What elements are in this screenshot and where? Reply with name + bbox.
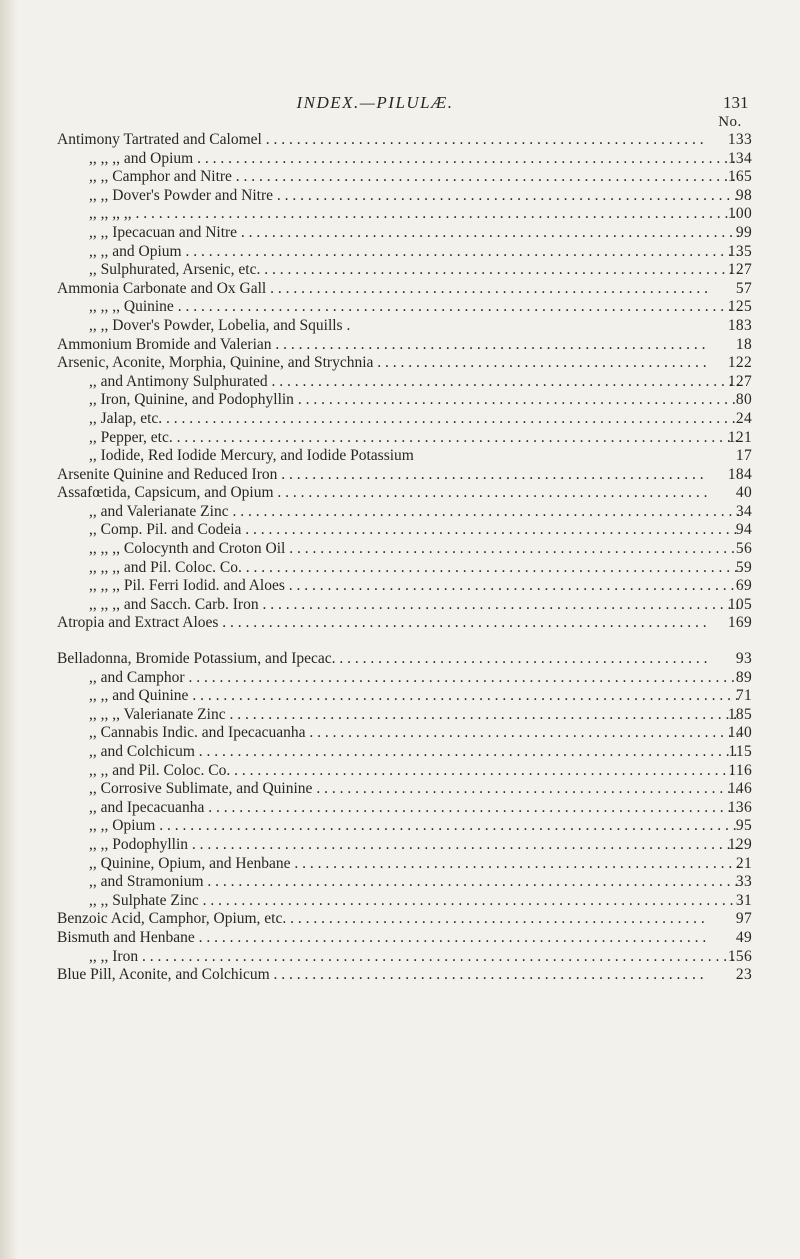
index-entry — [0, 205, 800, 224]
entry-text-wrap — [57, 669, 739, 688]
entry-text: ,, ,, and Quinine . . . — [89, 687, 739, 704]
entry-text: Belladonna, Bromide Potassium, and Ipecac. . . . — [57, 650, 707, 667]
entry-text: ,, Pepper, etc. . . . — [89, 429, 739, 446]
index-entry — [0, 706, 800, 725]
index-entry — [0, 687, 800, 706]
entry-number: 125 — [727, 298, 752, 316]
index-entry — [0, 336, 800, 355]
index-entry — [0, 780, 800, 799]
index-entry — [0, 948, 800, 967]
entry-number: 56 — [735, 540, 752, 558]
entry-number: 134 — [727, 149, 752, 167]
index-entry — [0, 280, 800, 299]
entry-number: 21 — [735, 854, 752, 872]
entry-text-wrap — [57, 540, 739, 559]
entry-text-wrap — [57, 466, 707, 485]
entry-text-wrap — [57, 317, 739, 336]
entry-number: 94 — [735, 521, 752, 539]
entry-number: 59 — [735, 558, 752, 576]
entry-text: ,, ,, Opium . . . — [89, 817, 739, 834]
index-entry — [0, 447, 800, 466]
entry-text-wrap — [57, 559, 739, 578]
entry-text-wrap — [57, 706, 739, 725]
entry-text-wrap — [57, 948, 739, 967]
entry-number: 18 — [735, 335, 752, 353]
entry-text-wrap — [57, 298, 739, 317]
entry-number: 23 — [735, 966, 752, 984]
entry-text-wrap — [57, 817, 739, 836]
entry-text: Arsenite Quinine and Reduced Iron . . . — [57, 466, 707, 483]
index-entry — [0, 429, 800, 448]
entry-text-wrap — [57, 503, 739, 522]
entry-text: ,, Sulphurated, Arsenic, etc. . . . — [89, 261, 739, 278]
entry-text-wrap — [57, 596, 739, 615]
index-section-a — [0, 131, 800, 633]
entry-text-wrap — [57, 929, 707, 948]
entry-number: 69 — [735, 577, 752, 595]
entry-text: Bismuth and Henbane . . . — [57, 929, 707, 946]
entry-number: 57 — [735, 279, 752, 297]
entry-text-wrap — [57, 892, 739, 911]
entry-text-wrap — [57, 966, 707, 985]
entry-text: Arsenic, Aconite, Morphia, Quinine, and Strychnia . . . — [57, 354, 707, 371]
entry-number: 116 — [728, 761, 752, 779]
entry-text-wrap — [57, 614, 707, 633]
index-entry — [0, 743, 800, 762]
index-entry — [0, 596, 800, 615]
index-entry — [0, 540, 800, 559]
index-entry — [0, 224, 800, 243]
entry-text-wrap — [57, 168, 739, 187]
index-entry — [0, 724, 800, 743]
entry-text: ,, Cannabis Indic. and Ipecacuanha . . . — [89, 724, 739, 741]
entry-number: 129 — [727, 835, 752, 853]
index-entry — [0, 855, 800, 874]
entry-number: 115 — [728, 742, 752, 760]
entry-text: ,, ,, ,, and Sacch. Carb. Iron . . . — [89, 596, 739, 613]
index-entry — [0, 484, 800, 503]
entry-number: 31 — [735, 891, 752, 909]
entry-text-wrap — [57, 150, 739, 169]
entry-number: 95 — [735, 817, 752, 835]
running-head — [0, 93, 800, 119]
entry-text-wrap — [57, 855, 739, 874]
entry-number: 33 — [735, 873, 752, 891]
entry-number: 99 — [735, 223, 752, 241]
entry-number: 185 — [727, 705, 752, 723]
entry-text: ,, and Valerianate Zinc . . . — [89, 503, 739, 520]
entry-text-wrap — [57, 410, 739, 429]
entry-text: ,, ,, ,, and Pil. Coloc. Co. . . . — [89, 559, 739, 576]
index-entry — [0, 929, 800, 948]
running-title: INDEX.—PILULÆ. — [296, 93, 454, 112]
entry-text: ,, Quinine, Opium, and Henbane . . . — [89, 855, 739, 872]
entry-text: ,, ,, Dover's Powder, Lobelia, and Squills . — [89, 316, 351, 334]
entry-text-wrap — [57, 724, 739, 743]
entry-text-wrap — [57, 205, 739, 224]
entry-text: ,, ,, Dover's Powder and Nitre . . . — [89, 187, 739, 204]
entry-text: ,, ,, ,, and Opium . . . — [89, 150, 739, 167]
index-entry — [0, 243, 800, 262]
entry-text-wrap — [57, 224, 739, 243]
entry-text: ,, ,, Sulphate Zinc . . . — [89, 892, 739, 909]
entry-text: ,, ,, ,, ,, . . . — [89, 205, 739, 222]
entry-text-wrap — [57, 187, 739, 206]
number-column-header: No. — [718, 114, 742, 130]
entry-text: Assafœtida, Capsicum, and Opium . . . — [57, 484, 707, 501]
entry-text: ,, ,, Camphor and Nitre . . . — [89, 168, 739, 185]
entry-number: 184 — [727, 465, 752, 483]
entry-text-wrap — [57, 484, 707, 503]
entry-number: 146 — [727, 780, 752, 798]
entry-number: 49 — [735, 928, 752, 946]
entry-number: 156 — [727, 947, 752, 965]
index-entry — [0, 354, 800, 373]
entry-text: ,, ,, and Opium . . . — [89, 243, 739, 260]
entry-text-wrap — [57, 687, 739, 706]
index-entry — [0, 503, 800, 522]
entry-number: 93 — [735, 650, 752, 667]
index-section-b — [0, 650, 800, 985]
entry-text-wrap — [57, 873, 739, 892]
entry-number: 127 — [727, 372, 752, 390]
index-entry — [0, 261, 800, 280]
entry-text: ,, and Stramonium . . . — [89, 873, 739, 890]
entry-number: 105 — [727, 595, 752, 613]
index-entry — [0, 669, 800, 688]
entry-text: ,, ,, ,, Quinine . . . — [89, 298, 739, 315]
entry-text-wrap — [57, 521, 739, 540]
index-entry — [0, 817, 800, 836]
entry-text-wrap — [57, 429, 739, 448]
index-entry — [0, 317, 800, 336]
entry-text-wrap — [57, 577, 739, 596]
entry-text-wrap — [57, 243, 739, 262]
entry-text: ,, Jalap, etc. . . . — [89, 410, 739, 427]
entry-text: ,, ,, Ipecacuan and Nitre . . . — [89, 224, 739, 241]
index-entry — [0, 892, 800, 911]
entry-number: 34 — [735, 502, 752, 520]
entry-number: 133 — [727, 131, 752, 148]
entry-text: ,, Iron, Quinine, and Podophyllin . . . — [89, 391, 739, 408]
entry-text-wrap — [57, 836, 739, 855]
index-entry — [0, 150, 800, 169]
entry-number: 24 — [735, 409, 752, 427]
entry-text-wrap — [57, 261, 739, 280]
entry-text: Antimony Tartrated and Calomel . . . — [57, 131, 707, 148]
entry-number: 100 — [727, 205, 752, 223]
index-entry — [0, 836, 800, 855]
entry-text: ,, ,, Iron . . . — [89, 948, 739, 965]
page-number: 131 — [723, 93, 749, 112]
entry-text-wrap — [57, 910, 707, 929]
index-entry — [0, 521, 800, 540]
index-entry — [0, 614, 800, 633]
entry-text-wrap — [57, 373, 739, 392]
index-entry — [0, 873, 800, 892]
entry-number: 89 — [735, 668, 752, 686]
entry-number: 135 — [727, 242, 752, 260]
entry-text-wrap — [57, 354, 707, 373]
index-entry — [0, 650, 800, 669]
entry-text-wrap — [57, 780, 739, 799]
entry-number: 80 — [735, 391, 752, 409]
entry-text: Benzoic Acid, Camphor, Opium, etc. . . . — [57, 910, 707, 927]
entry-text-wrap — [57, 799, 739, 818]
entry-number: 17 — [735, 447, 752, 465]
entry-text-wrap — [57, 743, 739, 762]
index-entry — [0, 373, 800, 392]
entry-number: 136 — [727, 798, 752, 816]
entry-text-wrap — [57, 280, 707, 299]
entry-number: 40 — [735, 484, 752, 502]
index-entry — [0, 391, 800, 410]
index-entry — [0, 410, 800, 429]
entry-text-wrap — [57, 336, 707, 355]
index-entry — [0, 298, 800, 317]
entry-text: ,, and Ipecacuanha . . . — [89, 799, 739, 816]
index-entry — [0, 799, 800, 818]
entry-text: ,, ,, ,, Pil. Ferri Iodid. and Aloes . . . — [89, 577, 739, 594]
entry-number: 122 — [727, 354, 752, 372]
entry-text-wrap — [57, 391, 739, 410]
index-entry — [0, 577, 800, 596]
entry-number: 97 — [735, 910, 752, 928]
index-entry — [0, 187, 800, 206]
entry-text: ,, ,, Podophyllin . . . — [89, 836, 739, 853]
index-entry — [0, 131, 800, 150]
index-entry — [0, 966, 800, 985]
entry-text: ,, ,, ,, Colocynth and Croton Oil . . . — [89, 540, 739, 557]
index-entry — [0, 762, 800, 781]
entry-text-wrap — [57, 131, 707, 150]
entry-text: ,, Iodide, Red Iodide Mercury, and Iodide Potassium — [89, 447, 414, 465]
entry-number: 71 — [735, 687, 752, 705]
entry-text: ,, and Camphor . . . — [89, 669, 739, 686]
entry-text-wrap — [57, 650, 707, 669]
index-entry — [0, 466, 800, 485]
entry-text: Ammonium Bromide and Valerian . . . — [57, 336, 707, 353]
entry-text: Blue Pill, Aconite, and Colchicum . . . — [57, 966, 707, 983]
entry-number: 169 — [727, 614, 752, 632]
entry-text: ,, Comp. Pil. and Codeia . . . — [89, 521, 739, 538]
entry-text: ,, and Colchicum . . . — [89, 743, 739, 760]
index-entry — [0, 559, 800, 578]
entry-text: ,, ,, and Pil. Coloc. Co. . . . — [89, 762, 739, 779]
index-entry — [0, 168, 800, 187]
entry-number: 121 — [727, 428, 752, 446]
index-entry — [0, 910, 800, 929]
entry-number: 127 — [727, 261, 752, 279]
entry-text-wrap — [57, 447, 739, 466]
entry-number: 165 — [727, 168, 752, 186]
entry-number: 183 — [727, 316, 752, 334]
entry-text: ,, ,, ,, Valerianate Zinc . . . — [89, 706, 739, 723]
entry-text: Atropia and Extract Aloes . . . — [57, 614, 707, 631]
entry-text: Ammonia Carbonate and Ox Gall . . . — [57, 280, 707, 297]
entry-text-wrap — [57, 762, 739, 781]
entry-number: 98 — [735, 186, 752, 204]
entry-number: 140 — [727, 724, 752, 742]
entry-text: ,, and Antimony Sulphurated . . . — [89, 373, 739, 390]
entry-text: ,, Corrosive Sublimate, and Quinine . . . — [89, 780, 739, 797]
